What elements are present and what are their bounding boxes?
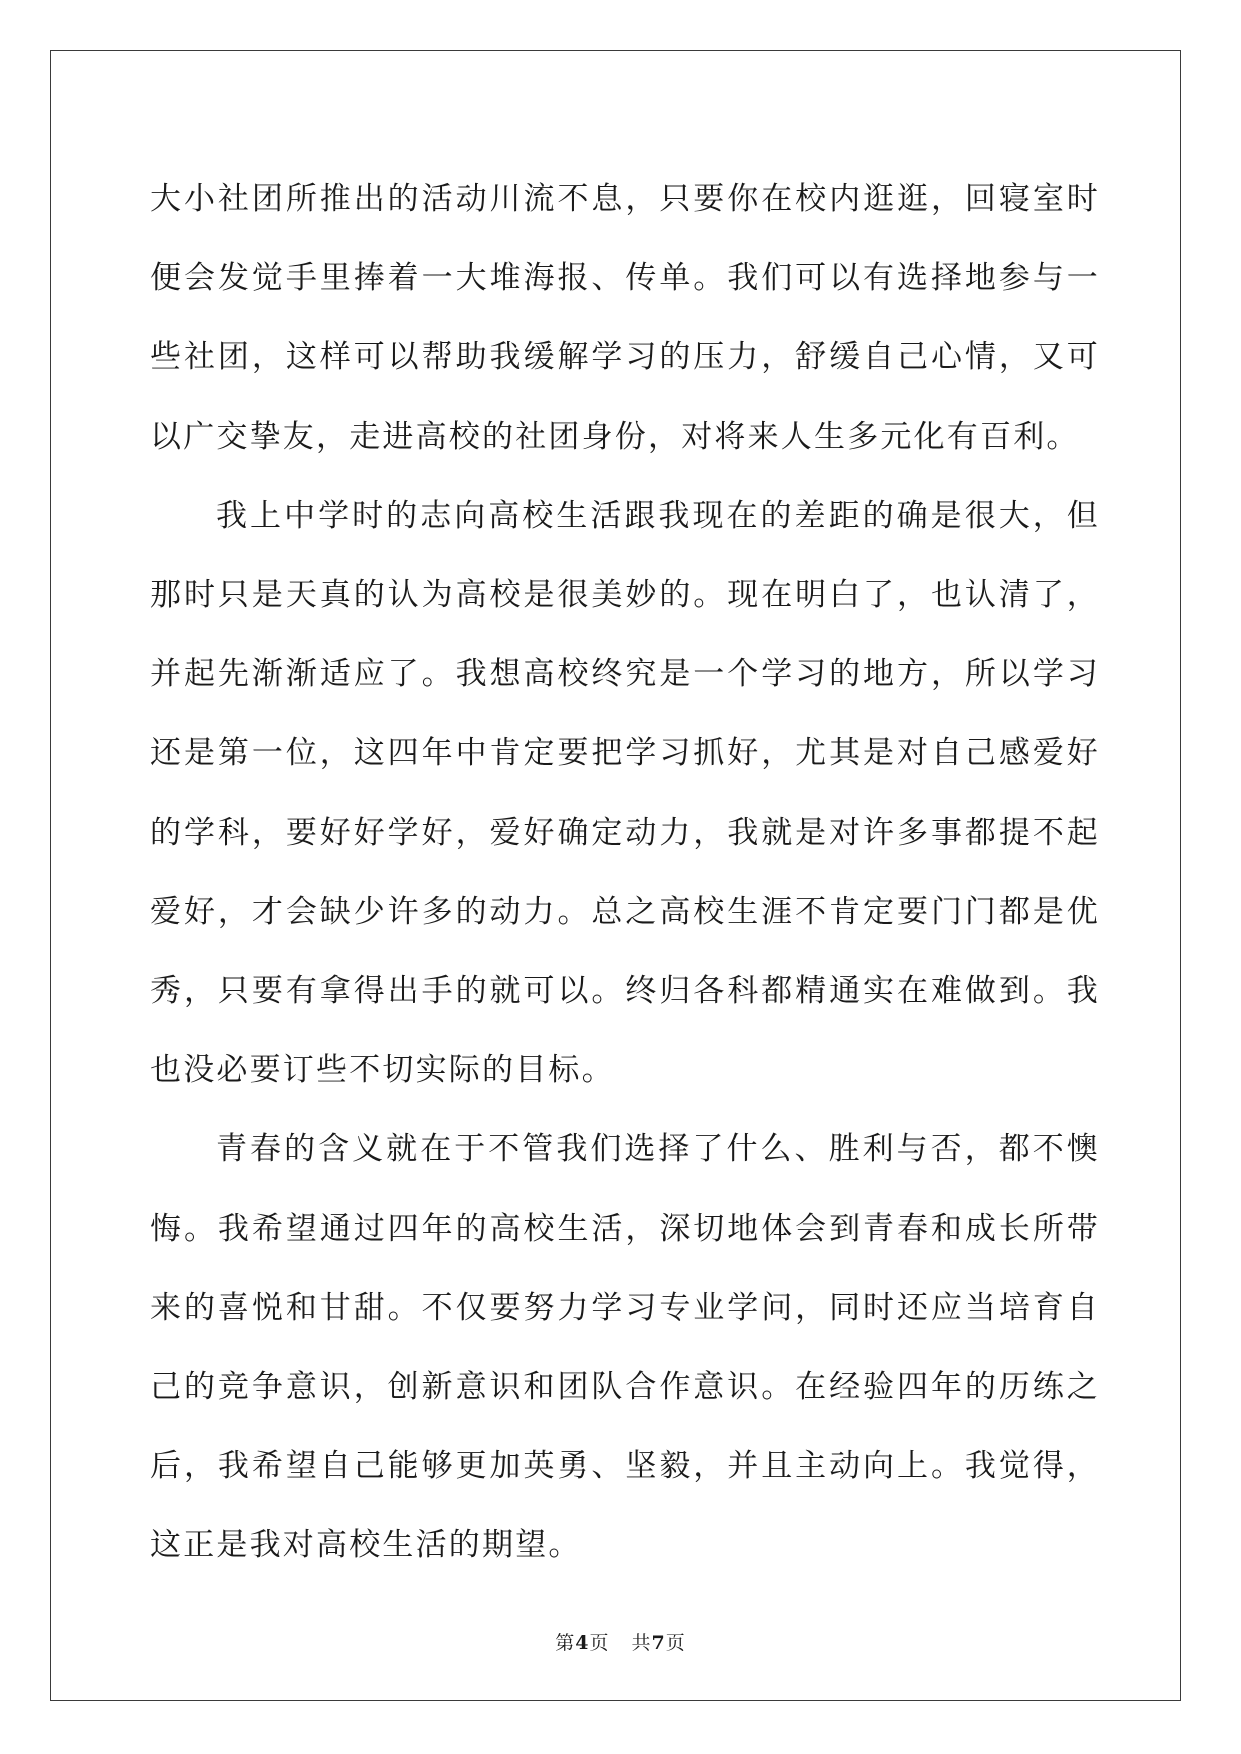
page-footer [0, 1628, 1241, 1655]
document-body [150, 160, 1100, 1586]
footer-total-suffix: 页 [665, 1632, 686, 1654]
paragraph-2: 我上中学时的志向高校生活跟我现在的差距的确是很大，但那时只是天真的认为高校是很美妙的。现在明白了，也认清了，并起先渐渐适应了。我想高校终究是一个学习的地方，所以学习还是第一位，这四年中肯定要把学习抓好，尤其是对自己感爱好的学科，要好好学好，爱好确定动力，我就是对许多事都提不起爱好，才会缺少许多的动力。总之高校生涯不肯定要门门都是优秀，只要有拿得出手的就可以。终归各科都精通实在难做到。我也没必要订些不切实际的目标。 [150, 497, 1100, 1089]
footer-prefix: 第 [555, 1632, 576, 1654]
footer-page-suffix: 页 [589, 1632, 610, 1654]
total-pages-number: 7 [651, 1632, 666, 1654]
paragraph-3: 青春的含义就在于不管我们选择了什么、胜利与否，都不懊悔。我希望通过四年的高校生活，深切地体会到青春和成长所带来的喜悦和甘甜。不仅要努力学习专业学问，同时还应当培育自己的竞争意识，创新意识和团队合作意识。在经验四年的历练之后，我希望自己能够更加英勇、坚毅，并且主动向上。我觉得，这正是我对高校生活的期望。 [150, 1131, 1100, 1564]
paragraph-1: 大小社团所推出的活动川流不息，只要你在校内逛逛，回寝室时便会发觉手里捧着一大堆海报、传单。我们可以有选择地参与一些社团，这样可以帮助我缓解学习的压力，舒缓自己心情，又可以广交挚友，走进高校的社团身份，对将来人生多元化有百利。 [150, 181, 1100, 455]
current-page-number: 4 [575, 1632, 590, 1654]
footer-total-prefix: 共 [631, 1632, 652, 1654]
